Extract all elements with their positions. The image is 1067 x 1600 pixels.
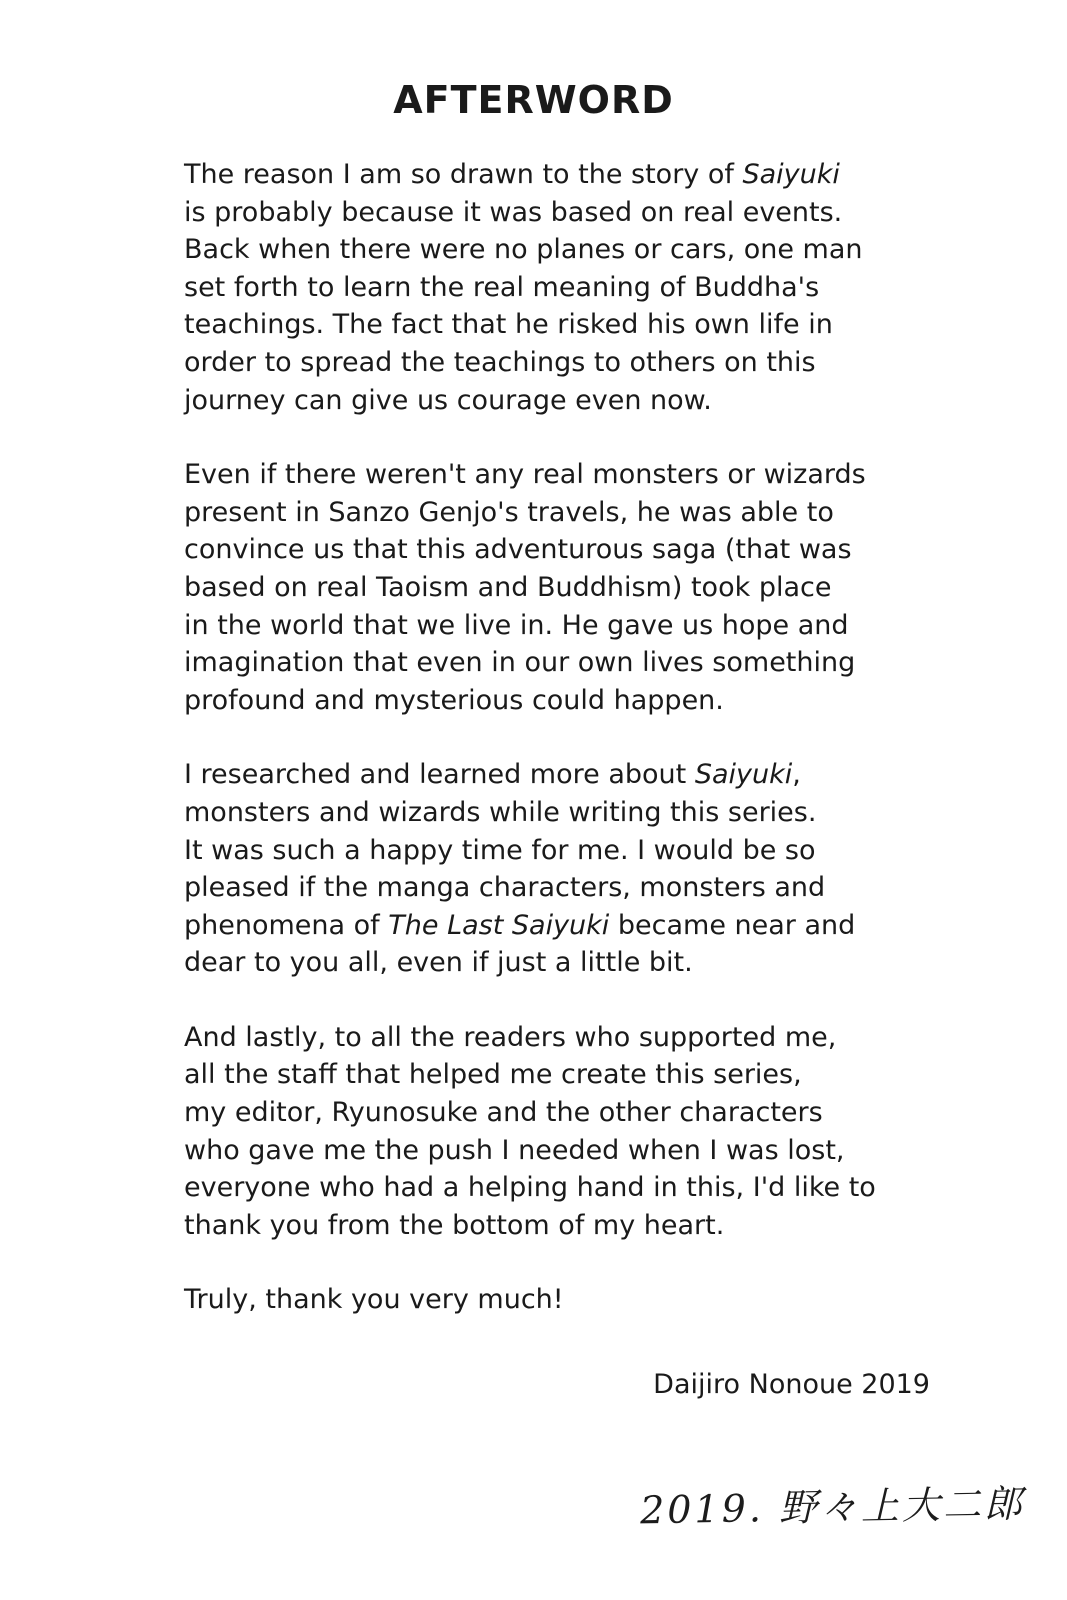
- line-text: convince us that this adventurous saga (that was: [184, 534, 852, 566]
- text-line: [184, 456, 944, 494]
- text-line: [184, 194, 944, 232]
- line-text-tail: ,: [792, 759, 801, 791]
- text-line: [184, 344, 944, 382]
- line-text: dear to you all, even if just a little bit.: [184, 947, 693, 979]
- page-title: AFTERWORD: [393, 78, 674, 122]
- line-text: who gave me the push I needed when I was lost,: [184, 1134, 845, 1166]
- line-text: in the world that we live in. He gave us hope and: [184, 609, 849, 641]
- italic-title: The Last Saiyuki: [388, 909, 610, 941]
- text-line: [184, 494, 944, 532]
- text-line: [184, 1056, 944, 1094]
- text-line: [184, 869, 944, 907]
- italic-title: Saiyuki: [694, 759, 793, 791]
- line-text: It was such a happy time for me. I would be so: [184, 834, 816, 866]
- line-text: Even if there weren't any real monsters or wizards: [184, 459, 866, 491]
- line-text: order to spread the teachings to others on this: [184, 346, 816, 378]
- line-text: my editor, Ryunosuke and the other characters: [184, 1097, 823, 1129]
- afterword-body: [184, 156, 944, 1356]
- text-line: [184, 607, 944, 645]
- paragraph: [184, 1281, 944, 1319]
- text-line: [184, 1281, 944, 1319]
- text-line: [184, 944, 944, 982]
- text-line: [184, 832, 944, 870]
- line-text: phenomena of: [184, 909, 389, 941]
- line-text: all the staff that helped me create this series,: [184, 1059, 802, 1091]
- line-text: imagination that even in our own lives something: [184, 647, 856, 679]
- text-line: [184, 682, 944, 720]
- text-line: [184, 1094, 944, 1132]
- paragraph: [184, 1019, 944, 1245]
- line-text: everyone who had a helping hand in this, I'd like to: [184, 1172, 876, 1204]
- line-text: thank you from the bottom of my heart.: [184, 1209, 725, 1241]
- line-text: And lastly, to all the readers who supported me,: [184, 1021, 837, 1053]
- line-text: Back when there were no planes or cars, one man: [184, 234, 863, 266]
- line-text: set forth to learn the real meaning of Buddha's: [184, 271, 820, 303]
- author-credit: Daijiro Nonoue 2019: [653, 1369, 930, 1400]
- handwritten-signature: [639, 1470, 1026, 1550]
- line-text-tail: became near and: [609, 909, 856, 941]
- line-text: pleased if the manga characters, monsters and: [184, 872, 826, 904]
- text-line: [184, 1207, 944, 1245]
- line-text: profound and mysterious could happen.: [184, 684, 724, 716]
- line-text: is probably because it was based on real events.: [184, 196, 843, 228]
- line-text: based on real Taoism and Buddhism) took place: [184, 571, 832, 603]
- line-text: I researched and learned more about: [184, 759, 695, 791]
- line-text: monsters and wizards while writing this series.: [184, 796, 817, 828]
- text-line: [184, 907, 944, 945]
- text-line: [184, 269, 944, 307]
- line-text: Truly, thank you very much!: [184, 1284, 564, 1316]
- signature-text: 2019. 野々上大二郎: [639, 1481, 1026, 1533]
- text-line: [184, 1132, 944, 1170]
- text-line: [184, 382, 944, 420]
- line-text: The reason I am so drawn to the story of: [184, 159, 743, 190]
- paragraph: [184, 456, 944, 719]
- paragraph: [184, 756, 944, 982]
- text-line: [184, 569, 944, 607]
- text-line: [184, 644, 944, 682]
- italic-title: Saiyuki: [742, 159, 840, 190]
- text-line: [184, 231, 944, 269]
- text-line: [184, 156, 944, 194]
- text-line: [184, 794, 944, 832]
- paragraph: [184, 156, 944, 419]
- text-line: [184, 1019, 944, 1057]
- line-text: journey can give us courage even now.: [184, 384, 712, 416]
- text-line: [184, 306, 944, 344]
- text-line: [184, 756, 944, 794]
- text-line: [184, 531, 944, 569]
- line-text: present in Sanzo Genjo's travels, he was able to: [184, 496, 834, 528]
- line-text: teachings. The fact that he risked his own life in: [184, 309, 833, 341]
- text-line: [184, 1169, 944, 1207]
